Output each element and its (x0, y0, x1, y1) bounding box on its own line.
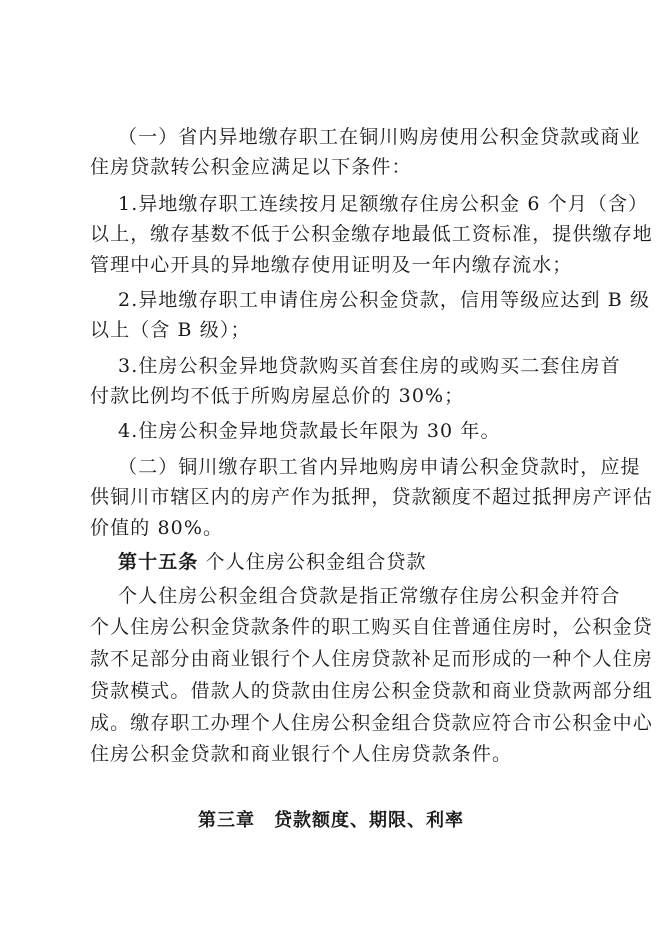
paragraph-line: 住房贷款转公积金应满足以下条件： (90, 156, 412, 178)
paragraph-line: 价值的 80%。 (90, 517, 224, 539)
chapter-heading: 第三章 贷款额度、期限、利率 (198, 810, 464, 831)
paragraph-line: 住房公积金贷款和商业银行个人住房贷款条件。 (90, 743, 513, 765)
paragraph-line: 以上（含 B 级）； (90, 319, 251, 341)
paragraph-line: 管理中心开具的异地缴存使用证明及一年内缴存流水； (90, 254, 573, 276)
paragraph-line: 2.异地缴存职工申请住房公积金贷款，信用等级应达到 B 级 (118, 289, 651, 311)
paragraph-line: 供铜川市辖区内的房产作为抵押，贷款额度不超过抵押房产评估 (90, 486, 653, 508)
paragraph-line: （二）铜川缴存职工省内异地购房申请公积金贷款时，应提 (118, 456, 641, 478)
paragraph-line: 以上，缴存基数不低于公积金缴存地最低工资标准，提供缴存地 (90, 223, 653, 245)
article-heading (118, 550, 618, 574)
paragraph-line: （一）省内异地缴存职工在铜川购房使用公积金贷款或商业 (118, 126, 641, 148)
article-title: 个人住房公积金组合贷款 (205, 551, 427, 573)
article-number: 第十五条 (118, 551, 199, 573)
paragraph-line: 付款比例均不低于所购房屋总价的 30%； (90, 385, 465, 407)
paragraph-line: 个人住房公积金组合贷款是指正常缴存住房公积金并符合 (118, 585, 621, 607)
paragraph-line: 4.住房公积金异地贷款最长年限为 30 年。 (118, 420, 501, 442)
paragraph-line: 贷款模式。借款人的贷款由住房公积金贷款和商业贷款两部分组 (90, 680, 653, 702)
paragraph-line: 个人住房公积金贷款条件的职工购买自住普通住房时，公积金贷 (90, 616, 653, 638)
paragraph-line: 成。缴存职工办理个人住房公积金组合贷款应符合市公积金中心 (90, 712, 653, 734)
paragraph-line: 款不足部分由商业银行个人住房贷款补足而形成的一种个人住房 (90, 648, 653, 670)
paragraph-line: 3.住房公积金异地贷款购买首套住房的或购买二套住房首 (118, 355, 621, 377)
paragraph-line: 1.异地缴存职工连续按月足额缴存住房公积金 6 个月（含） (118, 193, 649, 215)
